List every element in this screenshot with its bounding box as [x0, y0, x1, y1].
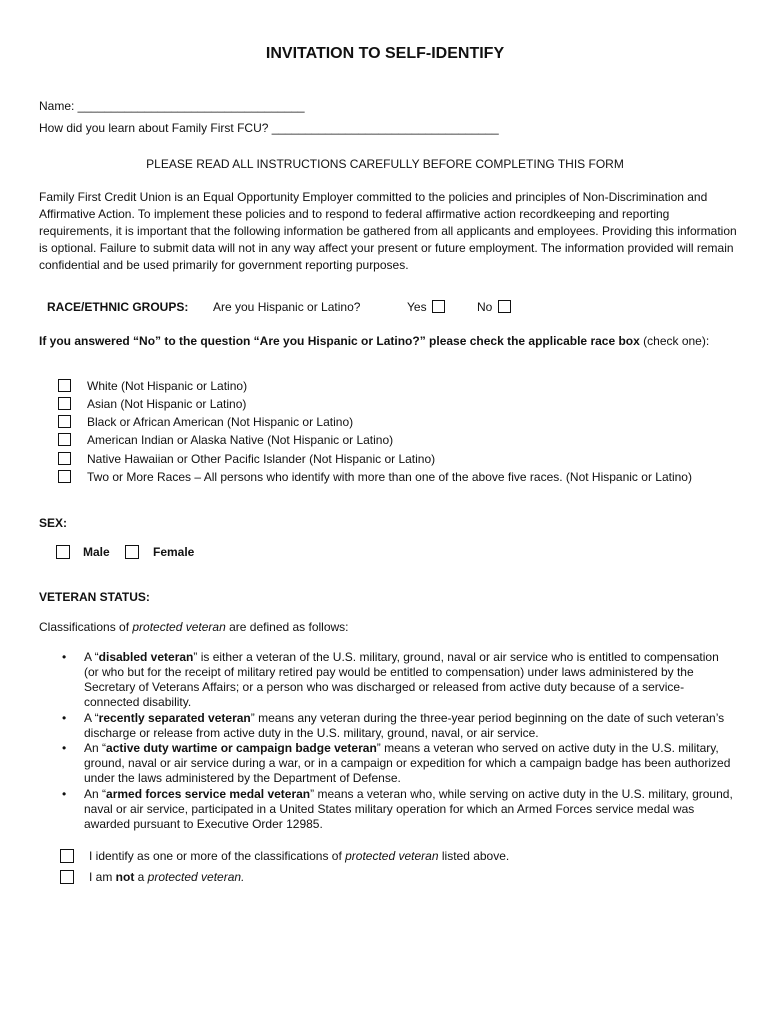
definition-post: ” means a veteran who served on active duty in the U.S. military, ground, naval or air service during a war, or in a campaign or expedition for which a campaign badge has been authorized under the laws administered by the Department of Defense. [84, 741, 731, 785]
bullet-icon: • [62, 741, 67, 755]
sex-male-checkbox[interactable] [56, 545, 70, 559]
race-american-indian-checkbox[interactable] [58, 433, 71, 446]
sex-heading: SEX: [39, 516, 68, 530]
veteran-definition-service-medal [84, 787, 734, 832]
race-ethnic-heading: RACE/ETHNIC GROUPS: [47, 300, 189, 314]
race-pacific-islander-label: Native Hawaiian or Other Pacific Islander (Not Hispanic or Latino) [87, 452, 436, 466]
option-text: I am [89, 870, 116, 884]
instructions-heading: PLEASE READ ALL INSTRUCTIONS CAREFULLY BEFORE COMPLETING THIS FORM [146, 157, 624, 171]
option-text: a [134, 870, 148, 884]
veteran-intro-pre: Classifications of [39, 620, 133, 634]
sex-male-label: Male [83, 545, 110, 559]
intro-paragraph: Family First Credit Union is an Equal Opportunity Employer committed to the policies and principles of Non-Discrimination and Affirmative Action. To implement these policies and to respond to federal affirmative action recordkeeping and reporting requirements, it is important that the following information be gathered from all applicants and employees. Providing this information is optional. Failure to submit data will not in any way affect your present or future employment. The information provided will remain confidential and be used primarily for government reporting purposes. [39, 190, 737, 272]
hispanic-yes-checkbox[interactable] [432, 300, 445, 313]
race-instruction-bold: If you answered “No” to the question “Are you Hispanic or Latino?” please check the applicable race box [39, 334, 640, 348]
option-text: I identify as one or more of the classifications of [89, 849, 346, 863]
race-pacific-islander-checkbox[interactable] [58, 452, 71, 465]
bullet-icon: • [62, 650, 67, 664]
option-text: listed above. [438, 849, 510, 863]
veteran-definition-recently-separated [84, 711, 734, 741]
race-black-label: Black or African American (Not Hispanic or Latino) [87, 415, 354, 429]
race-asian-checkbox[interactable] [58, 397, 71, 410]
definition-pre: An “ [84, 741, 107, 755]
definition-pre: A “ [84, 711, 99, 725]
definition-post: ” is either a veteran of the U.S. military, ground, naval or air service who is entitled to compensation (or who but for the receipt of military retired pay would be entitled to compensation) under laws administered by the Secretary of Veterans Affairs; or a person who was discharged or released from active duty because of a service-connected disability. [84, 650, 719, 709]
bullet-icon: • [62, 711, 67, 725]
veteran-intro-post: are defined as follows: [225, 620, 349, 634]
option-emphasis: not [115, 870, 135, 884]
definition-term: active duty wartime or campaign badge veteran [106, 741, 377, 755]
sex-female-checkbox[interactable] [125, 545, 139, 559]
definition-term: recently separated veteran [98, 711, 251, 725]
definition-term: armed forces service medal veteran [106, 787, 311, 801]
definition-pre: A “ [84, 650, 99, 664]
race-two-or-more-checkbox[interactable] [58, 470, 71, 483]
option-term: protected veteran [345, 849, 439, 863]
race-instruction-tail: (check one): [639, 334, 710, 348]
hispanic-yes-label: Yes [407, 300, 427, 314]
hispanic-no-checkbox[interactable] [498, 300, 511, 313]
race-asian-label: Asian (Not Hispanic or Latino) [87, 397, 247, 411]
veteran-not-protected-checkbox[interactable] [60, 870, 74, 884]
veteran-heading: VETERAN STATUS: [39, 590, 150, 604]
definition-post: ” means any veteran during the three-year period beginning on the date of such veteran’s discharge or release from active duty in the U.S. military, ground, naval, or air service. [84, 711, 725, 740]
race-white-label: White (Not Hispanic or Latino) [87, 379, 248, 393]
veteran-definition-campaign-badge [84, 741, 734, 786]
definition-post: ” means a veteran who, while serving on active duty in the U.S. military, ground, naval or air service, participated in a United States military operation for which an Armed Forces service medal was awarded pursuant to Executive Order 12985. [84, 787, 733, 831]
definition-term: disabled veteran [98, 650, 194, 664]
veteran-protected-label [89, 849, 509, 863]
veteran-intro [39, 620, 349, 634]
veteran-protected-checkbox[interactable] [60, 849, 74, 863]
hispanic-question: Are you Hispanic or Latino? [213, 300, 361, 314]
option-term: protected veteran. [147, 870, 245, 884]
race-two-or-more-label: Two or More Races – All persons who identify with more than one of the above five races. (Not Hispanic or Latino) [87, 470, 692, 484]
veteran-not-protected-label [89, 870, 244, 884]
page-title: INVITATION TO SELF-IDENTIFY [265, 45, 505, 62]
race-black-checkbox[interactable] [58, 415, 71, 428]
bullet-icon: • [62, 787, 67, 801]
race-american-indian-label: American Indian or Alaska Native (Not Hispanic or Latino) [87, 433, 394, 447]
race-instruction [39, 333, 739, 350]
hispanic-no-label: No [477, 300, 493, 314]
veteran-intro-term: protected veteran [132, 620, 226, 634]
name-field-line[interactable]: Name: __________________________________ [39, 99, 305, 113]
learn-about-field-line[interactable]: How did you learn about Family First FCU? __________________________________ [39, 121, 499, 135]
sex-female-label: Female [153, 545, 195, 559]
veteran-definition-disabled [84, 650, 734, 710]
definition-pre: An “ [84, 787, 107, 801]
race-white-checkbox[interactable] [58, 379, 71, 392]
